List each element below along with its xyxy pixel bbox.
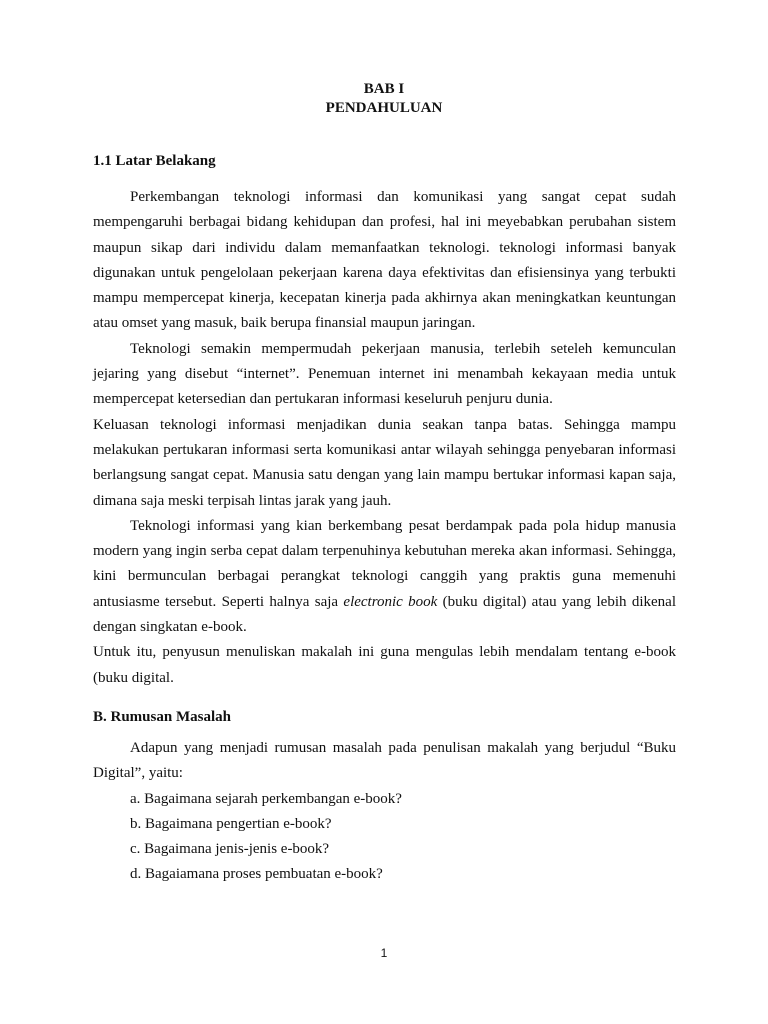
chapter-name: PENDAHULUAN [325, 100, 443, 116]
paragraph-text: Teknologi informasi yang kian berkembang pesat berdampak pada pola hidup manusia modern yang ingin serba cepat dalam terpenuhinya kebutuhan mereka akan informasi. Sehingga, kini bermunculan berbagai perangkat teknologi canggih yang praktis guna memenuhi antusiasme tersebut. Seperti halnya saja [93, 517, 676, 610]
section-body-rumusan-masalah [93, 736, 676, 888]
paragraph: Teknologi semakin mempermudah pekerjaan manusia, terlebih seteleh kemunculan jejaring yang disebut “internet”. Penemuan internet ini menambah kekayaan media untuk mempercepat ketersedian dan pertukaran informasi keseluruh penjuru dunia. [93, 340, 676, 408]
section-heading-latar-belakang: 1.1 Latar Belakang [93, 153, 216, 169]
section-heading-rumusan-masalah: B. Rumusan Masalah [93, 709, 231, 725]
paragraph-text: (buku digital) atau yang lebih dikenal dengan singkatan e-book. [93, 593, 676, 636]
chapter-title [0, 80, 768, 118]
list-item: b. Bagaimana pengertian e-book? [130, 815, 332, 832]
chapter-number: BAB I [363, 81, 405, 97]
list-item: c. Bagaimana jenis-jenis e-book? [130, 841, 330, 858]
paragraph: Adapun yang menjadi rumusan masalah pada penulisan makalah yang berjudul “Buku Digital”, yaitu: [93, 740, 676, 782]
list-item: d. Bagaiamana proses pembuatan e-book? [130, 866, 383, 883]
paragraph [93, 514, 676, 640]
page-number: 1 [380, 946, 388, 960]
section-body-latar-belakang [93, 185, 676, 691]
question-list [93, 787, 676, 888]
list-item: a. Bagaimana sejarah perkembangan e-book? [130, 790, 402, 807]
paragraph: Perkembangan teknologi informasi dan komunikasi yang sangat cepat sudah mempengaruhi berbagai bidang kehidupan dan profesi, hal ini meyebabkan perubahan sistem maupun sikap dari individu dalam memanfaatkan teknologi. teknologi informasi banyak digunakan untuk pengelolaan pekerjaan karena daya efektivitas dan efisiensinya yang terbukti mampu mempercepat kinerja, kecepatan kinerja pada akhirnya akan meningkatkan keuntungan atau omset yang masuk, baik berupa finansial maupun jaringan. [93, 189, 676, 332]
paragraph: Keluasan teknologi informasi menjadikan dunia seakan tanpa batas. Sehingga mampu melakukan pertukaran informasi serta komunikasi antar wilayah sehingga penyebaran informasi berlangsung sangat cepat. Manusia satu dengan yang lain mampu bertukar informasi kapan saja, dimana saja meski terpisah lintas jarak yang jauh. [93, 416, 676, 509]
paragraph: Untuk itu, penyusun menuliskan makalah ini guna mengulas lebih mendalam tentang e-book (buku digital. [93, 644, 676, 686]
italic-term: electronic book [343, 593, 438, 610]
